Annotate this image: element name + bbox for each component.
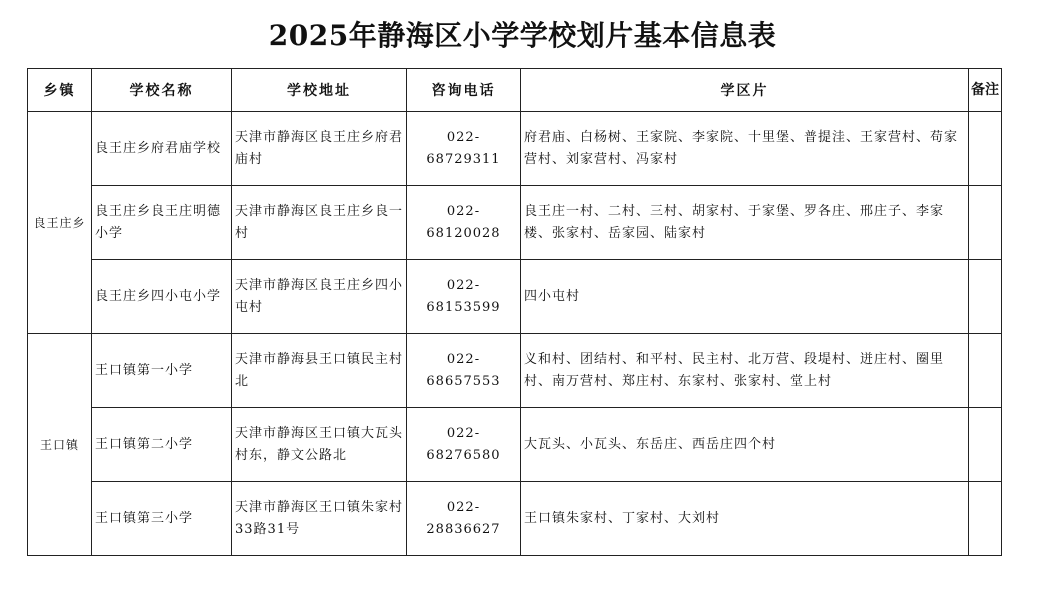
- header-note: 备注: [969, 69, 1002, 112]
- school-address-cell: 天津市静海区良王庄乡四小屯村: [232, 260, 407, 334]
- school-name-cell: 良王庄乡四小屯小学: [92, 260, 232, 334]
- header-school-address: 学校地址: [232, 69, 407, 112]
- table-row: [28, 260, 1002, 334]
- phone-cell: 022-68729311: [407, 112, 521, 186]
- note-cell: [969, 334, 1002, 408]
- phone-cell: 022-68276580: [407, 408, 521, 482]
- table-row: [28, 408, 1002, 482]
- district-cell: 大瓦头、小瓦头、东岳庄、西岳庄四个村: [521, 408, 969, 482]
- district-cell: 良王庄一村、二村、三村、胡家村、于家堡、罗各庄、邢庄子、李家楼、张家村、岳家园、陆家村: [521, 186, 969, 260]
- header-town: 乡镇: [28, 69, 92, 112]
- school-address-cell: 天津市静海县王口镇民主村北: [232, 334, 407, 408]
- district-cell: 四小屯村: [521, 260, 969, 334]
- school-name-cell: 王口镇第二小学: [92, 408, 232, 482]
- note-cell: [969, 112, 1002, 186]
- phone-cell: 022-68120028: [407, 186, 521, 260]
- table-row: [28, 482, 1002, 556]
- note-cell: [969, 186, 1002, 260]
- page-title: 2025年静海区小学学校划片基本信息表: [268, 19, 777, 52]
- table-header-row: [28, 69, 1002, 112]
- district-cell: 府君庙、白杨树、王家院、李家院、十里堡、普提洼、王家营村、苟家营村、刘家营村、冯家村: [521, 112, 969, 186]
- district-cell: 王口镇朱家村、丁家村、大刘村: [521, 482, 969, 556]
- school-address-cell: 天津市静海区王口镇大瓦头村东，静文公路北: [232, 408, 407, 482]
- school-address-cell: 天津市静海区良王庄乡良一村: [232, 186, 407, 260]
- table-row: [28, 112, 1002, 186]
- school-name-cell: 王口镇第一小学: [92, 334, 232, 408]
- town-cell: 良王庄乡: [28, 112, 92, 334]
- note-cell: [969, 482, 1002, 556]
- district-cell: 义和村、团结村、和平村、民主村、北万营、段堤村、迸庄村、圈里村、南万营村、郑庄村、东家村、张家村、堂上村: [521, 334, 969, 408]
- school-name-cell: 王口镇第三小学: [92, 482, 232, 556]
- header-district: 学区片: [521, 69, 969, 112]
- note-cell: [969, 408, 1002, 482]
- school-address-cell: 天津市静海区良王庄乡府君庙村: [232, 112, 407, 186]
- phone-cell: 022-68153599: [407, 260, 521, 334]
- note-cell: [969, 260, 1002, 334]
- table-row: [28, 186, 1002, 260]
- table-row: [28, 334, 1002, 408]
- town-cell: 王口镇: [28, 334, 92, 556]
- school-zoning-table: [27, 68, 1002, 556]
- school-address-cell: 天津市静海区王口镇朱家村33路31号: [232, 482, 407, 556]
- header-phone: 咨询电话: [407, 69, 521, 112]
- header-school-name: 学校名称: [92, 69, 232, 112]
- phone-cell: 022-28836627: [407, 482, 521, 556]
- phone-cell: 022-68657553: [407, 334, 521, 408]
- school-name-cell: 良王庄乡良王庄明德小学: [92, 186, 232, 260]
- school-name-cell: 良王庄乡府君庙学校: [92, 112, 232, 186]
